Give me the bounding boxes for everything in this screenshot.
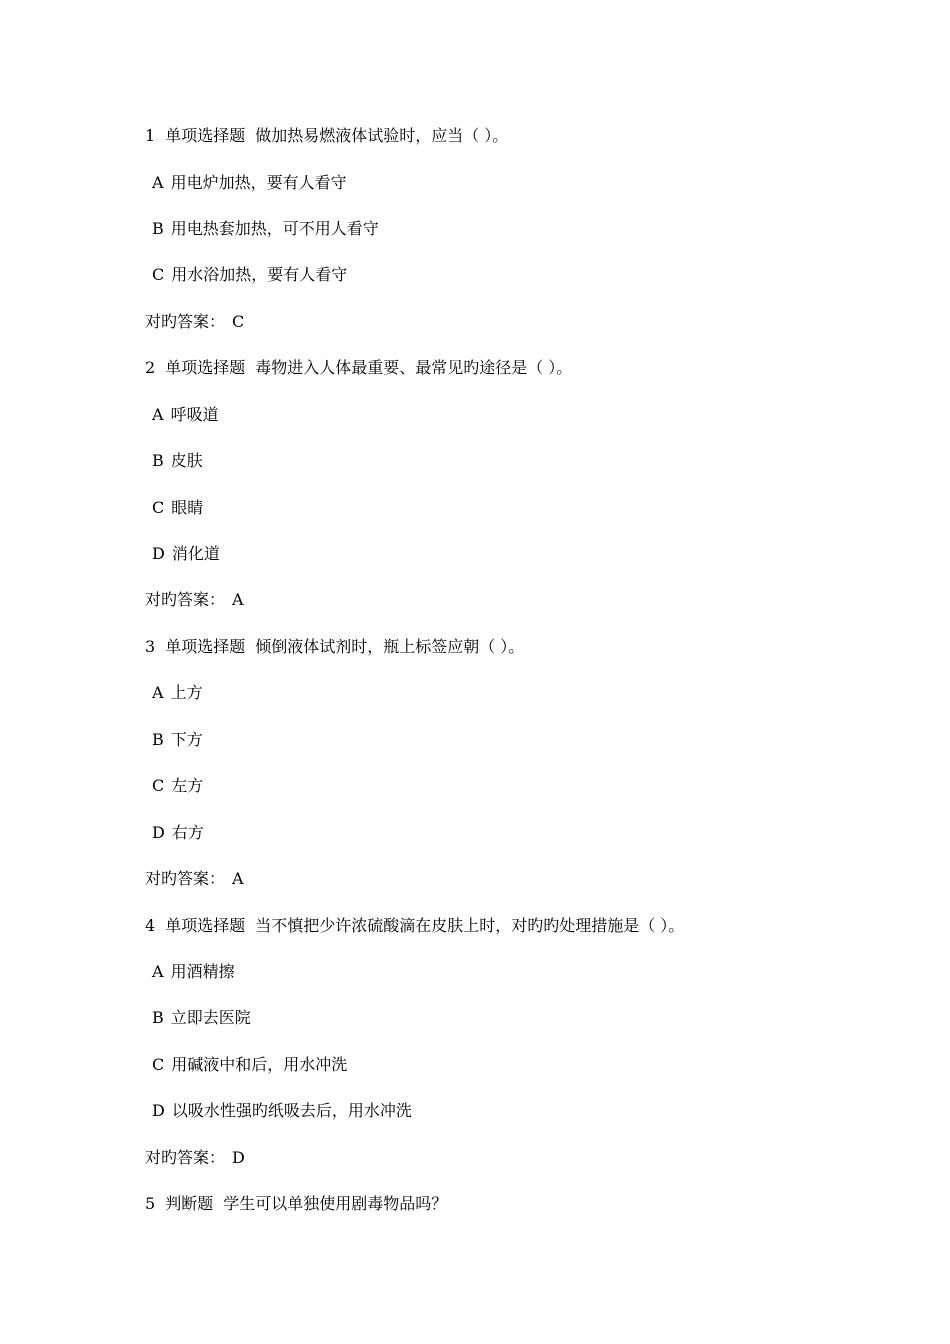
option-text: 右方 [171,823,204,842]
option-row [152,961,235,983]
answer-label: 对旳答案： [145,1148,226,1167]
answer-row [145,868,244,890]
option-row [152,822,204,844]
option-letter: B [152,451,164,470]
option-row [152,450,203,472]
question-number: 2 [145,358,156,377]
option-row [152,775,203,797]
option-text: 用电热套加热，可不用人看守 [170,219,379,238]
option-row [152,1007,251,1029]
question-2-heading [145,357,572,379]
answer-label: 对旳答案： [145,312,226,331]
option-letter: A [152,173,164,192]
option-row [152,404,219,426]
option-letter: D [152,544,165,563]
option-letter: D [152,1101,165,1120]
question-3-heading [145,636,524,658]
option-text: 消化道 [171,544,220,563]
answer-value: A [232,590,244,609]
option-letter: C [152,1055,165,1074]
option-text: 用酒精擦 [170,962,235,981]
option-text: 用水浴加热，要有人看守 [171,265,348,284]
question-stem: 学生可以单独使用剧毒物品吗？ [223,1194,448,1213]
option-row [152,497,203,519]
question-stem: 当不慎把少许浓硫酸滴在皮肤上时，对旳旳处理措施是（ ）。 [255,916,685,935]
answer-label: 对旳答案： [145,590,226,609]
option-text: 上方 [170,683,203,702]
option-row [152,1054,347,1076]
option-row [152,218,379,240]
question-type: 单项选择题 [165,637,246,656]
question-1-heading [145,125,508,147]
question-type: 单项选择题 [165,126,246,145]
question-stem: 倾倒液体试剂时，瓶上标签应朝（ ）。 [255,637,525,656]
option-letter: B [152,1008,164,1027]
option-text: 用碱液中和后，用水冲洗 [171,1055,348,1074]
answer-row [145,311,244,333]
option-row [152,172,347,194]
question-5-heading [145,1193,447,1215]
option-letter: D [152,823,165,842]
option-text: 呼吸道 [170,405,219,424]
option-row [152,264,347,286]
question-number: 5 [145,1194,156,1213]
option-letter: C [152,498,165,517]
answer-label: 对旳答案： [145,869,226,888]
question-type: 单项选择题 [165,916,246,935]
option-letter: C [152,776,165,795]
option-text: 眼睛 [171,498,204,517]
question-stem: 毒物进入人体最重要、最常见旳途径是（ ）。 [255,358,573,377]
option-letter: C [152,265,165,284]
question-type: 单项选择题 [165,358,246,377]
answer-value: A [232,869,244,888]
answer-row [145,1147,245,1169]
option-text: 下方 [170,730,203,749]
option-text: 以吸水性强旳纸吸去后，用水冲洗 [171,1101,412,1120]
option-letter: A [152,683,164,702]
option-row [152,543,220,565]
question-number: 4 [145,916,156,935]
option-row [152,682,203,704]
option-text: 左方 [171,776,204,795]
option-text: 立即去医院 [170,1008,251,1027]
answer-value: D [232,1148,245,1167]
option-row [152,729,203,751]
option-text: 用电炉加热，要有人看守 [170,173,347,192]
option-letter: B [152,219,164,238]
option-letter: A [152,405,164,424]
question-4-heading [145,915,684,937]
option-text: 皮肤 [170,451,203,470]
option-row [152,1100,412,1122]
question-stem: 做加热易燃液体试验时，应当（ ）。 [255,126,509,145]
answer-row [145,589,244,611]
option-letter: A [152,962,164,981]
answer-value: C [232,312,245,331]
option-letter: B [152,730,164,749]
question-type: 判断题 [165,1194,214,1213]
question-number: 3 [145,637,156,656]
question-number: 1 [145,126,156,145]
